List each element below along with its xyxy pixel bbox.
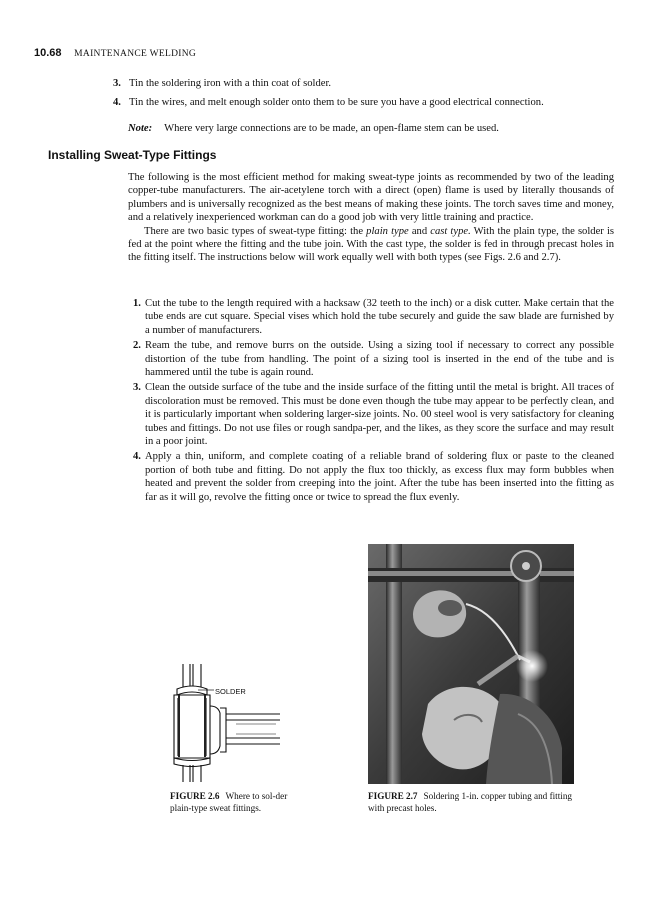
running-head [34, 47, 196, 59]
step-text: Ream the tube, and remove burrs on the outside. Using a sizing tool if necessary to correct any possible distortion of the tube from handling. The point of a sizing tool is inserted in the end of the tube and is hammered until the tube is again round. [145, 340, 614, 379]
figure-number: FIGURE 2.7 [368, 791, 418, 801]
paragraph-2: There are two basic types of sweat-type fitting: the plain type and cast type. With the plain type, the solder is fed at the point where the fitting and the tube join. With the cast type, the solder is fed in through precast holes in the fitting itself. The instructions below will work equally well with both types (see Figs. 2.6 and 2.7). [128, 225, 615, 264]
step-number: 2. [133, 340, 141, 352]
step-item [128, 297, 614, 337]
step-number: 1. [133, 298, 141, 309]
step-item [128, 339, 614, 379]
figure-2-6-caption [170, 791, 290, 814]
procedure-steps [128, 297, 614, 506]
running-title: MAINTENANCE WELDING [74, 49, 197, 59]
section-body [128, 171, 614, 265]
list-item [113, 77, 613, 90]
item-number: 4. [113, 97, 121, 108]
step-text: Apply a thin, uniform, and complete coating of a reliable brand of soldering flux or paste to the cleaned portion of both tube and fitting. Do not apply the flux too thickly, as excess flux may form bubbles when heated and prevent the solder from creeping into the joint. After the tube has been inserted into the fitting as far as it will go, revolve the fitting once or twice to spread the flux evenly. [145, 451, 614, 503]
note-label: Note: [128, 123, 153, 134]
step-text: Clean the outside surface of the tube and the inside surface of the fitting until the metal is bright. All traces of discoloration must be removed. This must be done even though the tube may appear to be perfectly clean, and it is particularly important when soldering larger-size joints. No. 00 steel wool is very satisfactory for cleaning tubes and fittings. Do not use files or rough sandpa-per, and the likes, as they score the surface and may result in a poor joint. [145, 382, 614, 448]
paragraph-1: The following is the most efficient method for making sweat-type joints as recommended by two of the leading copper-tube manufacturers. The air-acetylene torch with a direct (open) flame is used by literally thousands of plumbers and is universally recognized as the best means of making these joints. The torch saves time and money, and a relatively inexperienced workman can do a good job with very little training and practice. [128, 172, 614, 224]
figure-number: FIGURE 2.6 [170, 791, 220, 801]
step-item [128, 381, 614, 448]
page-number: 10.68 [34, 47, 62, 59]
figure-caption-text: Where to sol-der plain-type sweat fittings. [170, 791, 288, 813]
cast-type-term: cast type. [430, 225, 471, 237]
figure-caption-text: Soldering 1-in. copper tubing and fitting with precast holes. [368, 791, 573, 813]
section-heading: Installing Sweat-Type Fittings [48, 148, 217, 162]
plain-type-term: plain type [366, 225, 409, 237]
step-item [128, 450, 614, 504]
figure-2-6-drawing [168, 664, 288, 782]
item-text: Tin the soldering iron with a thin coat of solder. [129, 78, 332, 89]
list-item [113, 96, 613, 109]
item-number: 3. [113, 78, 121, 89]
step-number: 3. [133, 382, 141, 394]
note-text: Where very large connections are to be made, an open-flame stem can be used. [164, 123, 499, 134]
step-text: Cut the tube to the length required with a hacksaw (32 teeth to the inch) or a disk cutter. Make certain that the tube ends are cut square. Special vises which hold the tube securely and guide the saw blade are furnished by a number of manufacturers. [145, 298, 614, 336]
step-number: 4. [133, 451, 141, 463]
figure-2-7-photo [368, 544, 574, 784]
solder-label: SOLDER [215, 687, 246, 696]
item-text: Tin the wires, and melt enough solder onto them to be sure you have a good electrical connection. [129, 97, 544, 108]
note [128, 123, 618, 134]
figure-2-7-caption [368, 791, 578, 814]
